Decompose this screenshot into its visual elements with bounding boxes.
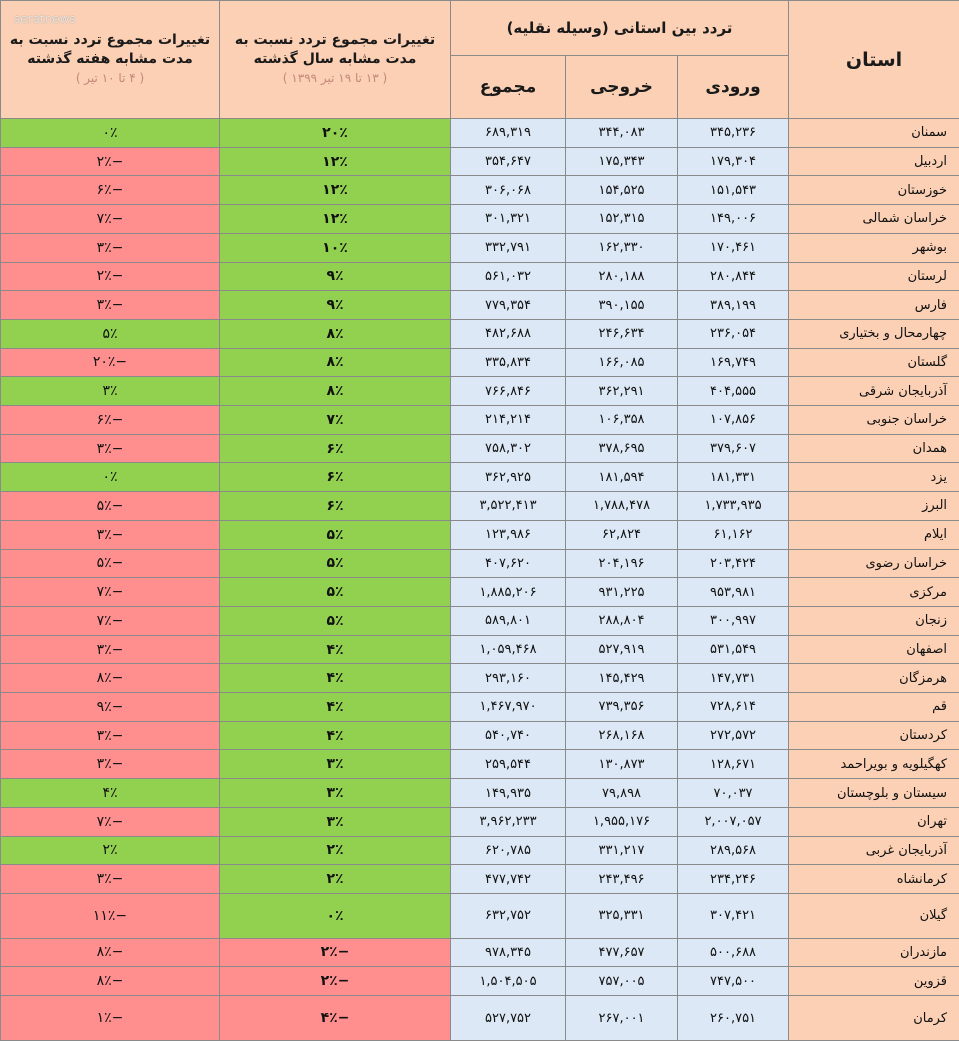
province-cell: کرمانشاه (789, 865, 959, 894)
province-cell: خراسان رضوی (789, 549, 959, 578)
total-cell: ۲۹۳,۱۶۰ (451, 664, 566, 693)
province-cell: مازندران (789, 938, 959, 967)
province-cell: تهران (789, 807, 959, 836)
total-cell: ۶۳۲,۷۵۲ (451, 893, 566, 938)
yoy-change-cell: ۷٪ (220, 406, 451, 435)
inbound-cell: ۹۵۳,۹۸۱ (678, 578, 789, 607)
province-cell: سیستان و بلوچستان (789, 779, 959, 808)
outbound-cell: ۳۷۸,۶۹۵ (566, 434, 678, 463)
outbound-cell: ۲۴۶,۶۳۴ (566, 319, 678, 348)
inbound-header: ورودی (678, 56, 789, 119)
wow-change-cell: −۹٪ (1, 693, 220, 722)
province-header: استان (789, 1, 959, 119)
province-cell: بوشهر (789, 233, 959, 262)
yoy-change-cell: ۵٪ (220, 520, 451, 549)
inbound-cell: ۱۶۹,۷۴۹ (678, 348, 789, 377)
yoy-title: تغییرات مجموع تردد نسبت به مدت مشابه سال گذشته (234, 32, 436, 67)
province-cell: چهارمحال و بختیاری (789, 319, 959, 348)
province-cell: سمنان (789, 119, 959, 148)
inbound-cell: ۲۳۴,۲۴۶ (678, 865, 789, 894)
province-cell: زنجان (789, 606, 959, 635)
total-cell: ۳۰۶,۰۶۸ (451, 176, 566, 205)
yoy-change-cell: ۳٪ (220, 779, 451, 808)
outbound-cell: ۱۸۱,۵۹۴ (566, 463, 678, 492)
inbound-cell: ۱,۷۳۳,۹۳۵ (678, 492, 789, 521)
table-row (1, 492, 959, 521)
inbound-cell: ۱۵۱,۵۴۳ (678, 176, 789, 205)
province-cell: قزوین (789, 967, 959, 996)
province-cell: البرز (789, 492, 959, 521)
outbound-cell: ۲۰۴,۱۹۶ (566, 549, 678, 578)
inbound-cell: ۲۳۶,۰۵۴ (678, 319, 789, 348)
yoy-change-cell: ۱۲٪ (220, 147, 451, 176)
yoy-change-cell: ۴٪ (220, 721, 451, 750)
wow-change-cell: ۲٪ (1, 836, 220, 865)
inbound-cell: ۴۰۴,۵۵۵ (678, 377, 789, 406)
province-cell: کردستان (789, 721, 959, 750)
wow-change-cell: ۵٪ (1, 319, 220, 348)
outbound-cell: ۹۳۱,۲۲۵ (566, 578, 678, 607)
table-row (1, 606, 959, 635)
total-cell: ۳۰۱,۳۲۱ (451, 205, 566, 234)
table-row (1, 664, 959, 693)
outbound-cell: ۱۶۲,۳۳۰ (566, 233, 678, 262)
outbound-cell: ۷۹,۸۹۸ (566, 779, 678, 808)
total-cell: ۳۳۲,۷۹۱ (451, 233, 566, 262)
outbound-cell: ۲۸۰,۱۸۸ (566, 262, 678, 291)
yoy-change-cell: ۱۲٪ (220, 205, 451, 234)
wow-change-cell: ۰٪ (1, 119, 220, 148)
yoy-change-cell: ۱۲٪ (220, 176, 451, 205)
province-cell: اصفهان (789, 635, 959, 664)
yoy-change-cell: ۶٪ (220, 463, 451, 492)
outbound-cell: ۱۵۴,۵۲۵ (566, 176, 678, 205)
outbound-cell: ۳۲۵,۳۳۱ (566, 893, 678, 938)
yoy-change-cell: ۱۰٪ (220, 233, 451, 262)
wow-change-cell: −۷٪ (1, 606, 220, 635)
wow-change-cell: −۲۰٪ (1, 348, 220, 377)
wow-change-cell: ۰٪ (1, 463, 220, 492)
wow-change-cell: −۳٪ (1, 434, 220, 463)
table-row (1, 406, 959, 435)
table-row (1, 635, 959, 664)
total-cell: ۶۲۰,۷۸۵ (451, 836, 566, 865)
wow-change-cell: −۱٪ (1, 996, 220, 1041)
outbound-cell: ۳۴۴,۰۸۳ (566, 119, 678, 148)
total-cell: ۳۵۴,۶۴۷ (451, 147, 566, 176)
inbound-cell: ۳۷۹,۶۰۷ (678, 434, 789, 463)
outbound-cell: ۴۷۷,۶۵۷ (566, 938, 678, 967)
inbound-cell: ۳۰۷,۴۲۱ (678, 893, 789, 938)
outbound-cell: ۲۸۸,۸۰۴ (566, 606, 678, 635)
inbound-cell: ۱۴۷,۷۳۱ (678, 664, 789, 693)
table-row (1, 233, 959, 262)
table-row (1, 807, 959, 836)
outbound-cell: ۵۲۷,۹۱۹ (566, 635, 678, 664)
wow-change-cell: −۷٪ (1, 205, 220, 234)
province-cell: گلستان (789, 348, 959, 377)
yoy-change-cell: ۹٪ (220, 262, 451, 291)
wow-change-cell: −۳٪ (1, 750, 220, 779)
table-row (1, 463, 959, 492)
table-row (1, 578, 959, 607)
table-row (1, 348, 959, 377)
table-body (1, 119, 959, 1041)
table-row (1, 750, 959, 779)
yoy-change-cell: ۵٪ (220, 578, 451, 607)
inbound-cell: ۱۷۰,۴۶۱ (678, 233, 789, 262)
province-cell: خوزستان (789, 176, 959, 205)
province-cell: کرمان (789, 996, 959, 1041)
table-row (1, 119, 959, 148)
outbound-cell: ۱۰۶,۳۵۸ (566, 406, 678, 435)
total-cell: ۷۶۶,۸۴۶ (451, 377, 566, 406)
outbound-cell: ۶۲,۸۲۴ (566, 520, 678, 549)
table-row (1, 938, 959, 967)
wow-change-cell: −۵٪ (1, 549, 220, 578)
wow-change-cell: −۸٪ (1, 664, 220, 693)
outbound-cell: ۲۶۷,۰۰۱ (566, 996, 678, 1041)
wow-change-cell: −۸٪ (1, 938, 220, 967)
wow-change-cell: −۶٪ (1, 176, 220, 205)
outbound-cell: ۲۶۸,۱۶۸ (566, 721, 678, 750)
inbound-cell: ۳۰۰,۹۹۷ (678, 606, 789, 635)
outbound-cell: ۱,۹۵۵,۱۷۶ (566, 807, 678, 836)
wow-change-cell: −۲٪ (1, 147, 220, 176)
wow-change-cell: −۵٪ (1, 492, 220, 521)
wow-change-cell: −۶٪ (1, 406, 220, 435)
outbound-cell: ۱۷۵,۳۴۳ (566, 147, 678, 176)
inbound-cell: ۱۰۷,۸۵۶ (678, 406, 789, 435)
yoy-change-cell: ۳٪ (220, 750, 451, 779)
wow-change-cell: −۲٪ (1, 262, 220, 291)
outbound-cell: ۱۶۶,۰۸۵ (566, 348, 678, 377)
total-cell: ۱,۸۸۵,۲۰۶ (451, 578, 566, 607)
yoy-change-cell: ۹٪ (220, 291, 451, 320)
total-cell: ۵۶۱,۰۳۲ (451, 262, 566, 291)
yoy-change-cell: ۸٪ (220, 377, 451, 406)
table-row (1, 520, 959, 549)
inbound-cell: ۷۲۸,۶۱۴ (678, 693, 789, 722)
table-row (1, 262, 959, 291)
wow-change-cell: ۳٪ (1, 377, 220, 406)
province-cell: لرستان (789, 262, 959, 291)
table-row (1, 549, 959, 578)
total-cell: ۱۲۳,۹۸۶ (451, 520, 566, 549)
total-cell: ۳۶۲,۹۲۵ (451, 463, 566, 492)
yoy-change-cell: ۲۰٪ (220, 119, 451, 148)
yoy-change-cell: ۴٪ (220, 693, 451, 722)
total-cell: ۱,۴۶۷,۹۷۰ (451, 693, 566, 722)
yoy-change-cell: ۰٪ (220, 893, 451, 938)
inbound-cell: ۱۷۹,۳۰۴ (678, 147, 789, 176)
inbound-cell: ۲۰۳,۴۲۴ (678, 549, 789, 578)
province-cell: اردبیل (789, 147, 959, 176)
outbound-cell: ۳۹۰,۱۵۵ (566, 291, 678, 320)
total-cell: ۷۵۸,۳۰۲ (451, 434, 566, 463)
total-cell: ۳,۵۲۲,۴۱۳ (451, 492, 566, 521)
table-row (1, 291, 959, 320)
outbound-cell: ۱۵۲,۳۱۵ (566, 205, 678, 234)
total-cell: ۳۳۵,۸۳۴ (451, 348, 566, 377)
outbound-header: خروجی (566, 56, 678, 119)
province-cell: مرکزی (789, 578, 959, 607)
inbound-cell: ۳۴۵,۲۳۶ (678, 119, 789, 148)
inbound-cell: ۱۸۱,۳۳۱ (678, 463, 789, 492)
inbound-cell: ۲۸۰,۸۴۴ (678, 262, 789, 291)
province-cell: قم (789, 693, 959, 722)
total-cell: ۷۷۹,۳۵۴ (451, 291, 566, 320)
province-cell: آذربایجان شرقی (789, 377, 959, 406)
outbound-cell: ۷۵۷,۰۰۵ (566, 967, 678, 996)
yoy-change-cell: ۶٪ (220, 434, 451, 463)
wow-change-cell: −۳٪ (1, 291, 220, 320)
yoy-change-cell: ۸٪ (220, 319, 451, 348)
wow-change-cell: −۱۱٪ (1, 893, 220, 938)
traffic-group-header: تردد بین استانی (وسیله نقلیه) (451, 1, 789, 56)
yoy-change-cell: ۴٪ (220, 635, 451, 664)
wow-period: ( ۴ تا ۱۰ تیر ) (75, 71, 145, 85)
inbound-cell: ۱۴۹,۰۰۶ (678, 205, 789, 234)
table-row (1, 967, 959, 996)
total-cell: ۱۴۹,۹۳۵ (451, 779, 566, 808)
total-cell: ۱,۵۰۴,۵۰۵ (451, 967, 566, 996)
table-row (1, 176, 959, 205)
outbound-cell: ۲۴۳,۴۹۶ (566, 865, 678, 894)
total-cell: ۲۵۹,۵۴۴ (451, 750, 566, 779)
yoy-change-cell: −۲٪ (220, 938, 451, 967)
table-row (1, 865, 959, 894)
yoy-period: ( ۱۳ تا ۱۹ تیر ۱۳۹۹ ) (282, 71, 388, 85)
total-cell: ۶۸۹,۳۱۹ (451, 119, 566, 148)
province-cell: خراسان جنوبی (789, 406, 959, 435)
wow-change-cell: −۸٪ (1, 967, 220, 996)
table-row (1, 893, 959, 938)
inbound-cell: ۷۰,۰۳۷ (678, 779, 789, 808)
total-cell: ۴۰۷,۶۲۰ (451, 549, 566, 578)
yoy-change-cell: ۶٪ (220, 492, 451, 521)
wow-change-cell: −۷٪ (1, 578, 220, 607)
inbound-cell: ۲۷۲,۵۷۲ (678, 721, 789, 750)
total-cell: ۱,۰۵۹,۴۶۸ (451, 635, 566, 664)
total-cell: ۵۸۹,۸۰۱ (451, 606, 566, 635)
inbound-cell: ۱۲۸,۶۷۱ (678, 750, 789, 779)
wow-change-cell: −۳٪ (1, 233, 220, 262)
inbound-cell: ۵۳۱,۵۴۹ (678, 635, 789, 664)
yoy-change-header (220, 1, 451, 119)
inbound-cell: ۲۶۰,۷۵۱ (678, 996, 789, 1041)
total-cell: ۹۷۸,۳۴۵ (451, 938, 566, 967)
total-cell: ۳,۹۶۲,۲۳۳ (451, 807, 566, 836)
watermark: seratnews (14, 12, 76, 26)
province-cell: خراسان شمالی (789, 205, 959, 234)
yoy-change-cell: ۸٪ (220, 348, 451, 377)
wow-change-cell: −۳٪ (1, 635, 220, 664)
yoy-change-cell: ۴٪ (220, 664, 451, 693)
table-row (1, 721, 959, 750)
inbound-cell: ۶۱,۱۶۲ (678, 520, 789, 549)
province-cell: گیلان (789, 893, 959, 938)
yoy-change-cell: ۳٪ (220, 807, 451, 836)
table-row (1, 996, 959, 1041)
yoy-change-cell: −۲٪ (220, 967, 451, 996)
province-cell: فارس (789, 291, 959, 320)
province-cell: هرمزگان (789, 664, 959, 693)
yoy-change-cell: ۵٪ (220, 549, 451, 578)
total-cell: ۴۷۷,۷۴۲ (451, 865, 566, 894)
inbound-cell: ۲۸۹,۵۶۸ (678, 836, 789, 865)
province-cell: آذربایجان غربی (789, 836, 959, 865)
wow-change-cell: −۳٪ (1, 865, 220, 894)
province-cell: یزد (789, 463, 959, 492)
outbound-cell: ۳۶۲,۲۹۱ (566, 377, 678, 406)
table-row (1, 147, 959, 176)
total-cell: ۵۲۷,۷۵۲ (451, 996, 566, 1041)
table-row (1, 205, 959, 234)
inbound-cell: ۲,۰۰۷,۰۵۷ (678, 807, 789, 836)
wow-change-cell: ۴٪ (1, 779, 220, 808)
total-cell: ۵۴۰,۷۴۰ (451, 721, 566, 750)
total-cell: ۴۸۲,۶۸۸ (451, 319, 566, 348)
yoy-change-cell: ۲٪ (220, 865, 451, 894)
outbound-cell: ۷۳۹,۳۵۶ (566, 693, 678, 722)
outbound-cell: ۳۳۱,۲۱۷ (566, 836, 678, 865)
inbound-cell: ۳۸۹,۱۹۹ (678, 291, 789, 320)
inbound-cell: ۵۰۰,۶۸۸ (678, 938, 789, 967)
table-row (1, 836, 959, 865)
total-cell: ۲۱۴,۲۱۴ (451, 406, 566, 435)
table-row (1, 693, 959, 722)
inbound-cell: ۷۴۷,۵۰۰ (678, 967, 789, 996)
table-row (1, 434, 959, 463)
total-header: مجموع (451, 56, 566, 119)
table-row (1, 377, 959, 406)
outbound-cell: ۱۳۰,۸۷۳ (566, 750, 678, 779)
wow-title: تغییرات مجموع تردد نسبت به مدت مشابه هفته گذشته (9, 32, 211, 67)
province-cell: ایلام (789, 520, 959, 549)
table-row (1, 319, 959, 348)
province-cell: کهگیلویه و بویراحمد (789, 750, 959, 779)
province-cell: همدان (789, 434, 959, 463)
outbound-cell: ۱,۷۸۸,۴۷۸ (566, 492, 678, 521)
yoy-change-cell: −۴٪ (220, 996, 451, 1041)
table-row (1, 779, 959, 808)
yoy-change-cell: ۵٪ (220, 606, 451, 635)
outbound-cell: ۱۴۵,۴۲۹ (566, 664, 678, 693)
wow-change-cell: −۳٪ (1, 721, 220, 750)
yoy-change-cell: ۲٪ (220, 836, 451, 865)
wow-change-cell: −۳٪ (1, 520, 220, 549)
wow-change-cell: −۷٪ (1, 807, 220, 836)
